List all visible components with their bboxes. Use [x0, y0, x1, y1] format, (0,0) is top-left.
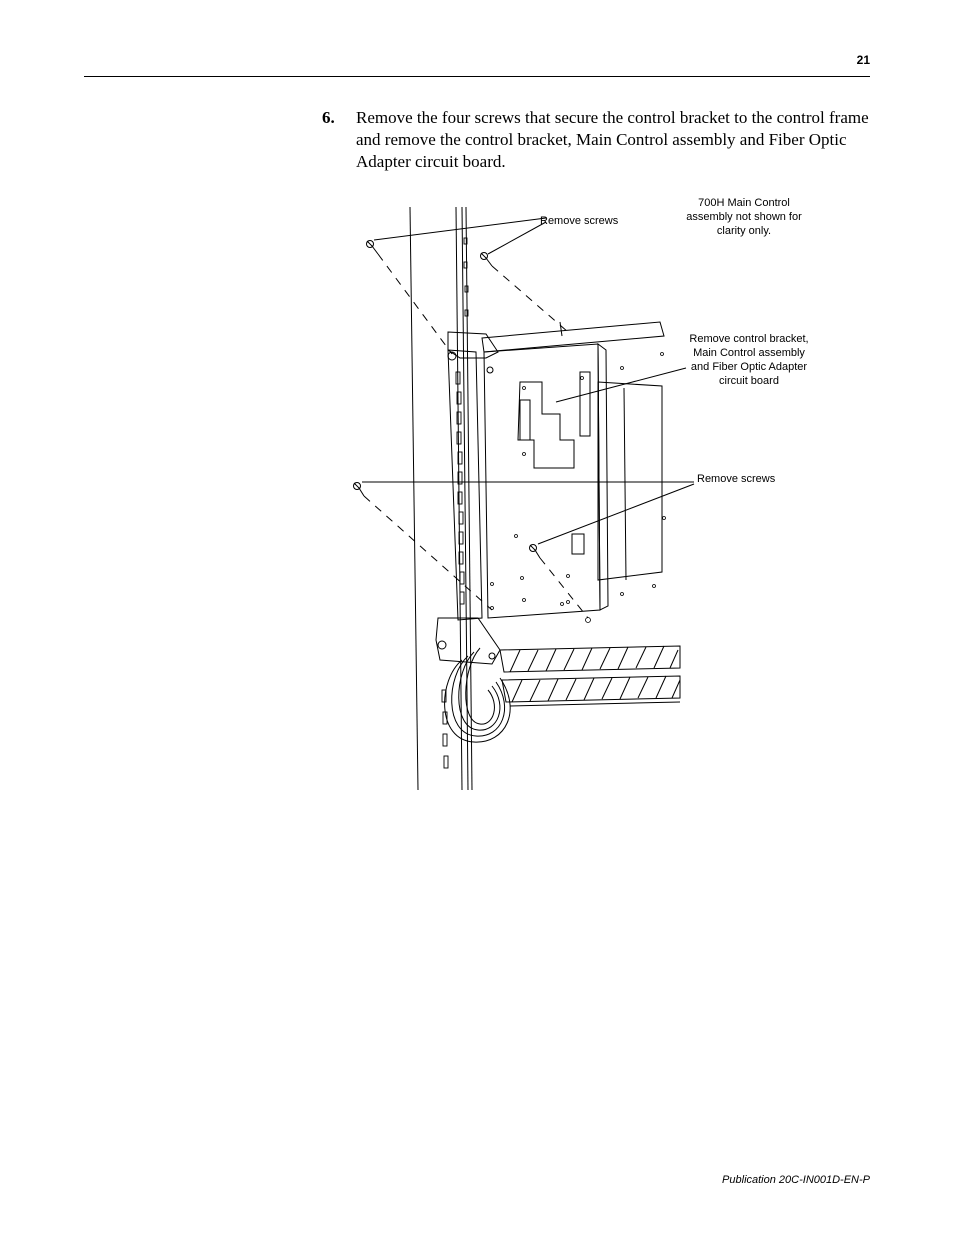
callout-700h-note: 700H Main Control assembly not shown for clarity only.	[686, 197, 802, 237]
lower-frame-rails	[500, 646, 680, 706]
screw-paths	[364, 254, 588, 618]
callout-remove-screws-bottom: Remove screws	[697, 473, 776, 485]
frame-rail	[410, 207, 472, 790]
publication-footer: Publication 20C-IN001D-EN-P	[722, 1174, 870, 1186]
callout-remove-bracket: Remove control bracket, Main Control assembly and Fiber Optic Adapter circuit board	[689, 333, 809, 387]
ribbon-cable	[445, 648, 511, 742]
screw-icon	[367, 241, 379, 255]
screw-icon	[530, 545, 541, 559]
screw-icon	[481, 253, 493, 267]
screw-icon	[354, 483, 365, 497]
callout-leaders	[362, 218, 694, 544]
step-number: 6.	[322, 108, 335, 127]
page-number: 21	[856, 53, 870, 67]
step-text: Remove the four screws that secure the control bracket to the control frame and remove the control bracket, Main Control assembly and Fiber Optic Adapter circuit board.	[356, 108, 869, 171]
callout-remove-screws-top: Remove screws	[540, 215, 619, 227]
